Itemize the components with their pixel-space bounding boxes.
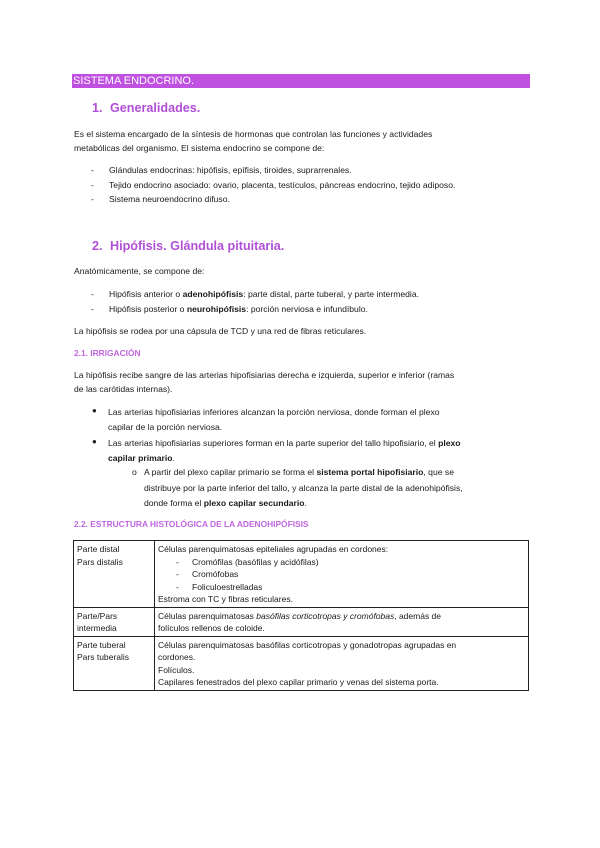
table-cell-desc (155, 636, 529, 690)
dash-bullet: - (176, 581, 179, 592)
irrigation-line-1: La hipófisis recibe sangre de las arterias hipofisiarias derecha e izquierda, superior e inferior (ramas (74, 370, 455, 380)
list-item (91, 305, 368, 314)
table-cell-desc (155, 541, 529, 608)
bullet-dot: ● (92, 406, 97, 415)
row-desc-subitem (158, 581, 525, 594)
row-desc-line: Folículos. (158, 664, 195, 675)
dash-bullet: - (91, 180, 94, 190)
section-2-1-heading: 2.1. IRRIGACIÓN (74, 348, 141, 358)
table-cell-name (74, 607, 155, 636)
row-desc-line: cordones. (158, 652, 196, 662)
row-name-line: Parte tuberal (77, 639, 126, 650)
section-2-title: Hipófisis. Glándula pituitaria. (110, 239, 285, 253)
row-desc-line: folículos rellenos de coloide. (158, 623, 265, 633)
subitem-text: Cromófilas (basófilas y acidófilas) (192, 556, 319, 567)
sub-line-bold: plexo capilar secundario (203, 498, 305, 508)
bullet-dot: ● (92, 437, 97, 446)
bullet-line (108, 436, 461, 451)
circle-bullet: o (132, 467, 137, 477)
list-item-pre: Hipófisis posterior o (109, 304, 187, 314)
row-name-line: Parte/Pars (77, 610, 118, 621)
table-row (74, 541, 529, 608)
list-item-post: : parte distal, parte tuberal, y parte intermedia. (243, 289, 419, 299)
section-1-intro-line-1: Es el sistema encargado de la síntesis de hormonas que controlan las funciones y actividades (74, 129, 433, 139)
list-item-bold: neurohipófisis (186, 304, 247, 314)
list-item-text: Sistema neuroendocrino difuso. (109, 194, 230, 204)
row-name-line: Parte distal (77, 544, 120, 554)
section-1-heading (92, 102, 200, 115)
row-desc-line: Capilares fenestrados del plexo capilar primario y venas del sistema porta. (158, 677, 439, 687)
dash-bullet: - (91, 304, 94, 314)
bullet-line: Las arterias hipofisiarias inferiores alcanzan la porción nerviosa, donde forman el plexo (108, 407, 440, 417)
list-item-pre: Hipófisis anterior o (109, 289, 183, 299)
histology-table (73, 540, 529, 691)
document-title-banner: SISTEMA ENDOCRINO. (72, 74, 530, 88)
list-item (91, 166, 352, 175)
sub-line-pre: donde forma el (144, 498, 204, 508)
table-row (74, 607, 529, 636)
subitem-text: Foliculoestrelladas (192, 581, 263, 592)
bullet-line-bold: capilar primario (108, 453, 173, 463)
row-desc-line: Estroma con TC y fibras reticulares. (158, 594, 293, 604)
desc-italic: basófilas corticotropas y cromófobas (256, 610, 395, 621)
row-desc-line: Células parenquimatosas epiteliales agrupadas en cordones: (158, 544, 389, 554)
section-1-title: Generalidades. (110, 101, 201, 115)
sub-line-post: , que se (423, 467, 454, 477)
bullet-line-bold: plexo (438, 438, 461, 448)
subitem-text: Cromófobas (192, 569, 239, 579)
row-name-line: Pars tuberalis (77, 652, 129, 662)
list-item (91, 195, 230, 204)
capsule-paragraph: La hipófisis se rodea por una cápsula de TCD y una red de fibras reticulares. (74, 326, 367, 336)
dash-bullet: - (176, 556, 179, 567)
table-cell-name (74, 541, 155, 608)
sub-bullet-line (144, 465, 454, 481)
desc-post: , además de (394, 610, 442, 621)
list-item-text: Glándulas endocrinas: hipófisis, epífisis, tiroides, suprarrenales. (109, 165, 352, 175)
row-name-line: intermedia (77, 623, 117, 633)
irrigation-line-2: de las carótidas internas). (74, 384, 173, 394)
dash-bullet: - (91, 165, 94, 175)
row-desc-subitem (158, 568, 525, 581)
dash-bullet: - (91, 194, 94, 204)
list-item-post: : porción nerviosa e infundíbulo. (246, 304, 368, 314)
sub-bullet-line (144, 496, 307, 512)
sub-line-pre: A partir del plexo capilar primario se forma el (144, 467, 317, 477)
desc-pre: Células parenquimatosas (158, 610, 257, 621)
table-cell-name (74, 636, 155, 690)
section-1-number: 1. (92, 101, 103, 115)
row-desc-subitem (158, 556, 525, 569)
row-desc-line (158, 610, 525, 623)
table-cell-desc (155, 607, 529, 636)
section-2-2-heading: 2.2. ESTRUCTURA HISTOLÓGICA DE LA ADENOHIPÓFISIS (74, 519, 309, 529)
list-item-text: Tejido endocrino asociado: ovario, placenta, testículos, páncreas endocrino, tejido adiposo. (109, 180, 456, 190)
row-name-line: Pars distalis (77, 556, 123, 567)
bullet-line (108, 451, 175, 466)
dash-bullet: - (91, 289, 94, 299)
bullet-line-pre: Las arterias hipofisiarias superiores forman en la parte superior del tallo hipofisiario, el (108, 438, 439, 448)
list-item-bold: adenohipófisis (182, 289, 244, 299)
sub-line-post: . (304, 498, 307, 508)
list-item (91, 181, 455, 190)
table-row (74, 636, 529, 690)
row-desc-line: Células parenquimatosas basófilas corticotropas y gonadotropas agrupadas en (158, 639, 457, 650)
section-2-number: 2. (92, 239, 103, 253)
section-2-heading (92, 240, 284, 253)
list-item (91, 290, 419, 299)
sub-line-bold: sistema portal hipofisiario (316, 467, 424, 477)
dash-bullet: - (176, 569, 179, 579)
sub-bullet-line: distribuye por la parte inferior del tallo, y alcanza la parte distal de la adenohipófisis, (144, 482, 463, 493)
section-2-intro: Anatómicamente, se compone de: (74, 266, 205, 276)
bullet-line-post: . (172, 453, 175, 463)
bullet-line: capilar de la porción nerviosa. (108, 422, 223, 432)
section-1-intro-line-2: metabólicas del organismo. El sistema endocrino se compone de: (74, 143, 325, 153)
